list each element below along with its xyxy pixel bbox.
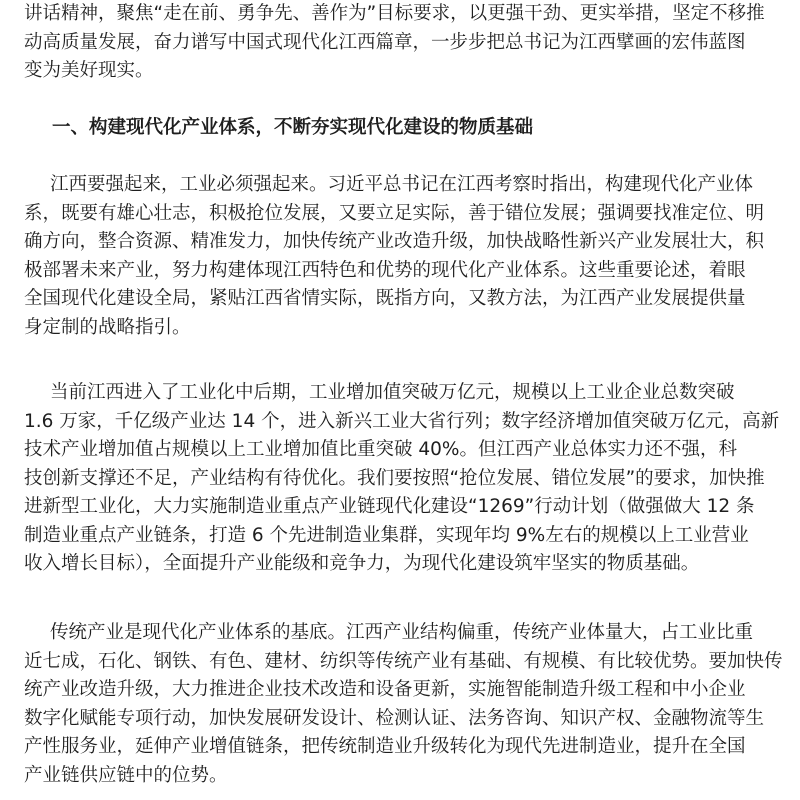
text-line: 1.6 万家，千亿级产业达 14 个，进入新兴工业大省行列；数字经济增加值突破万亿元，高新 [24, 410, 780, 432]
text-line: 传统产业是现代化产业体系的基底。江西产业结构偏重，传统产业体量大，占工业比重 [50, 622, 754, 643]
text-line: 动高质量发展，奋力谱写中国式现代化江西篇章，一步步把总书记为江西擘画的宏伟蓝图 [24, 31, 746, 53]
text-line: 江西要强起来，工业必须强起来。习近平总书记在江西考察时指出，构建现代化产业体 [50, 174, 754, 195]
text-line: 极部署未来产业，努力构建体现江西特色和优势的现代化产业体系。这些重要论述，着眼 [24, 259, 746, 281]
text-line: 系，既要有雄心壮志，积极抢位发展，又要立足实际，善于错位发展；强调要找准定位、明 [24, 202, 765, 224]
text-line: 技术产业增加值占规模以上工业增加值比重突破 40%。但江西产业总体实力还不强，科 [24, 439, 738, 460]
text-line: 制造业重点产业链条，打造 6 个先进制造业集群，实现年均 9%左右的规模以上工业营业 [24, 524, 749, 546]
paragraph-intro [24, 0, 784, 86]
text-line: 全国现代化建设全局，紧贴江西省情实际，既指方向，又教方法，为江西产业发展提供量 [24, 288, 746, 309]
text-line: 讲话精神，聚焦“走在前、勇争先、善作为”目标要求，以更强干劲、更实举措，坚定不移推 [24, 3, 765, 24]
text-line: 产性服务业，延伸产业增值链条，把传统制造业升级转化为现代先进制造业，提升在全国 [24, 736, 746, 757]
text-line: 统产业改造升级，大力推进企业技术改造和设备更新，实施智能制造升级工程和中小企业 [24, 679, 746, 700]
text-line: 技创新支撑还不足，产业结构有待优化。我们要按照“抢位发展、错位发展”的要求，加快推 [24, 467, 765, 489]
text-line: 确方向，整合资源、精准发力，加快传统产业改造升级，加快战略性新兴产业发展壮大，积 [24, 231, 765, 252]
paragraph-industry-system [24, 171, 784, 342]
text-line: 数字化赋能专项行动，加快发展研发设计、检测认证、法务咨询、知识产权、金融物流等生 [24, 707, 765, 729]
text-line: 收入增长目标），全面提升产业能级和竞争力，为现代化建设筑牢坚实的物质基础。 [24, 553, 700, 574]
section-heading [24, 114, 784, 143]
paragraph-traditional-industry [24, 619, 784, 790]
text-line: 变为美好现实。 [24, 60, 154, 81]
text-line: 进新型工业化，大力实施制造业重点产业链现代化建设“1269”行动计划（做强做大 12 条 [24, 496, 755, 517]
text-line: 身定制的战略指引。 [24, 316, 191, 338]
text-line: 产业链供应链中的位势。 [24, 764, 228, 786]
text-line: 近七成，石化、钢铁、有色、建材、纺织等传统产业有基础、有规模、有比较优势。要加快传 [24, 650, 783, 672]
text-line: 当前江西进入了工业化中后期，工业增加值突破万亿元，规模以上工业企业总数突破 [50, 382, 735, 403]
heading-text: 一、构建现代化产业体系，不断夯实现代化建设的物质基础 [52, 117, 534, 138]
paragraph-current-status [24, 379, 784, 579]
